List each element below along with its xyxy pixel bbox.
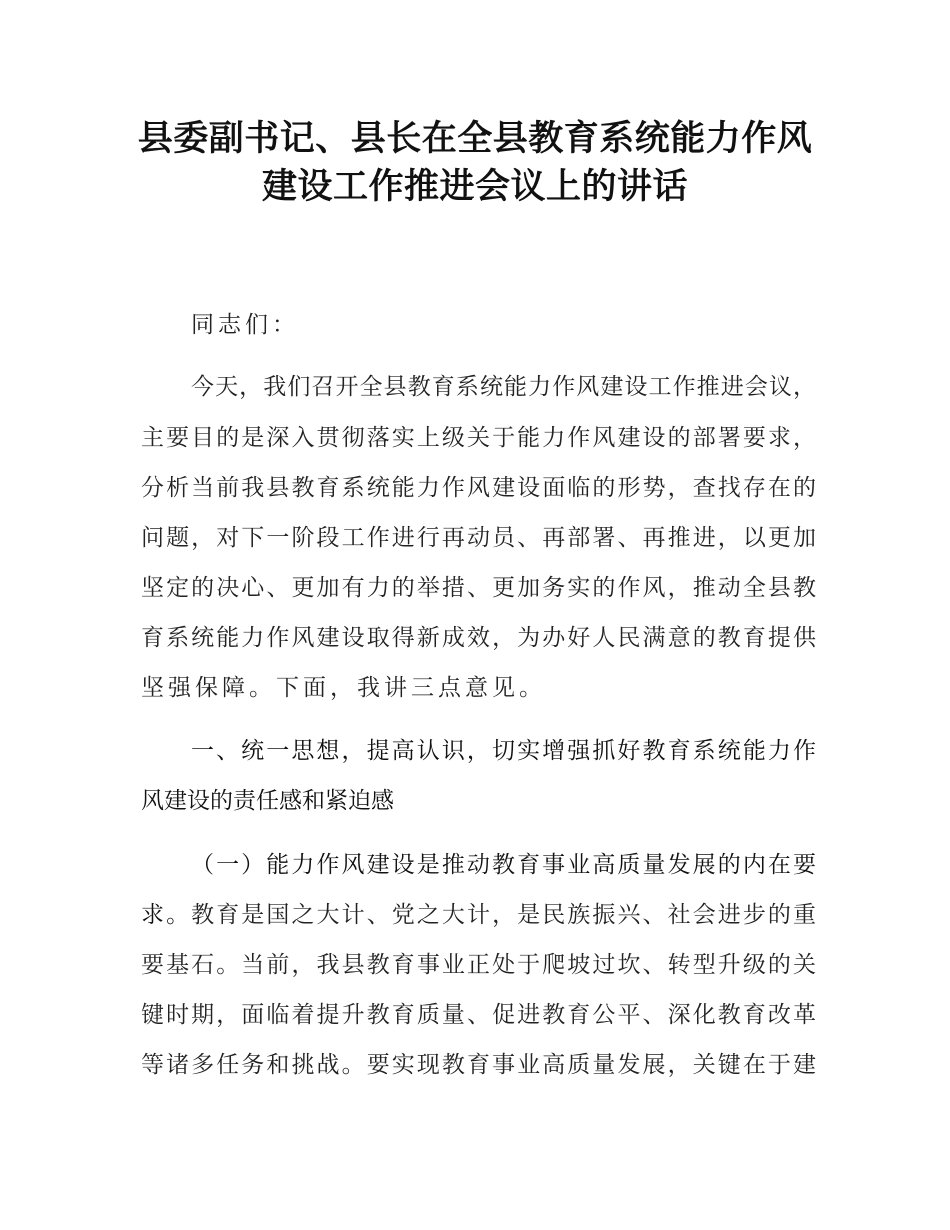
paragraph-line: 等诸多任务和挑战。要实现教育事业高质量发展，关键在于建 <box>141 1052 816 1078</box>
paragraph-line: 问题，对下一阶段工作进行再动员、再部署、再推进，以更加 <box>141 525 816 551</box>
section-heading-line-1: 一、统一思想，提高认识，切实增强抓好教育系统能力作 <box>191 738 816 764</box>
paragraph-line: 坚强保障。下面，我讲三点意见。 <box>141 675 546 701</box>
paragraph-line: 键时期，面临着提升教育质量、促进教育公平、深化教育改革 <box>141 1002 816 1028</box>
paragraph-line: 育系统能力作风建设取得新成效，为办好人民满意的教育提供 <box>141 625 816 651</box>
paragraph-line: 今天，我们召开全县教育系统能力作风建设工作推进会议， <box>191 374 816 400</box>
paragraph-text: 教育是国之大计、党之大计，是民族振兴、社会进步的重 <box>191 902 817 928</box>
subsection-heading: （一）能力作风建设是推动教育事业高质量发展的内在要 <box>191 852 816 878</box>
document-title-line-2: 建设工作推进会议上的讲话 <box>261 166 688 207</box>
document-title-line-1: 县委副书记、县长在全县教育系统能力作风 <box>137 118 813 159</box>
paragraph-line: 坚定的决心、更加有力的举措、更加务实的作风，推动全县教 <box>141 575 816 601</box>
salutation: 同志们： <box>191 312 299 338</box>
paragraph-line: 要基石。当前，我县教育事业正处于爬坡过坎、转型升级的关 <box>141 952 816 978</box>
paragraph-line: 分析当前我县教育系统能力作风建设面临的形势，查找存在的 <box>141 475 816 501</box>
paragraph-line: 主要目的是深入贯彻落实上级关于能力作风建设的部署要求， <box>141 425 816 451</box>
section-heading-line-2: 风建设的责任感和紧迫感 <box>141 788 394 814</box>
subsection-heading-tail: 求。 <box>141 902 192 928</box>
paragraph-line-mixed <box>141 900 816 930</box>
